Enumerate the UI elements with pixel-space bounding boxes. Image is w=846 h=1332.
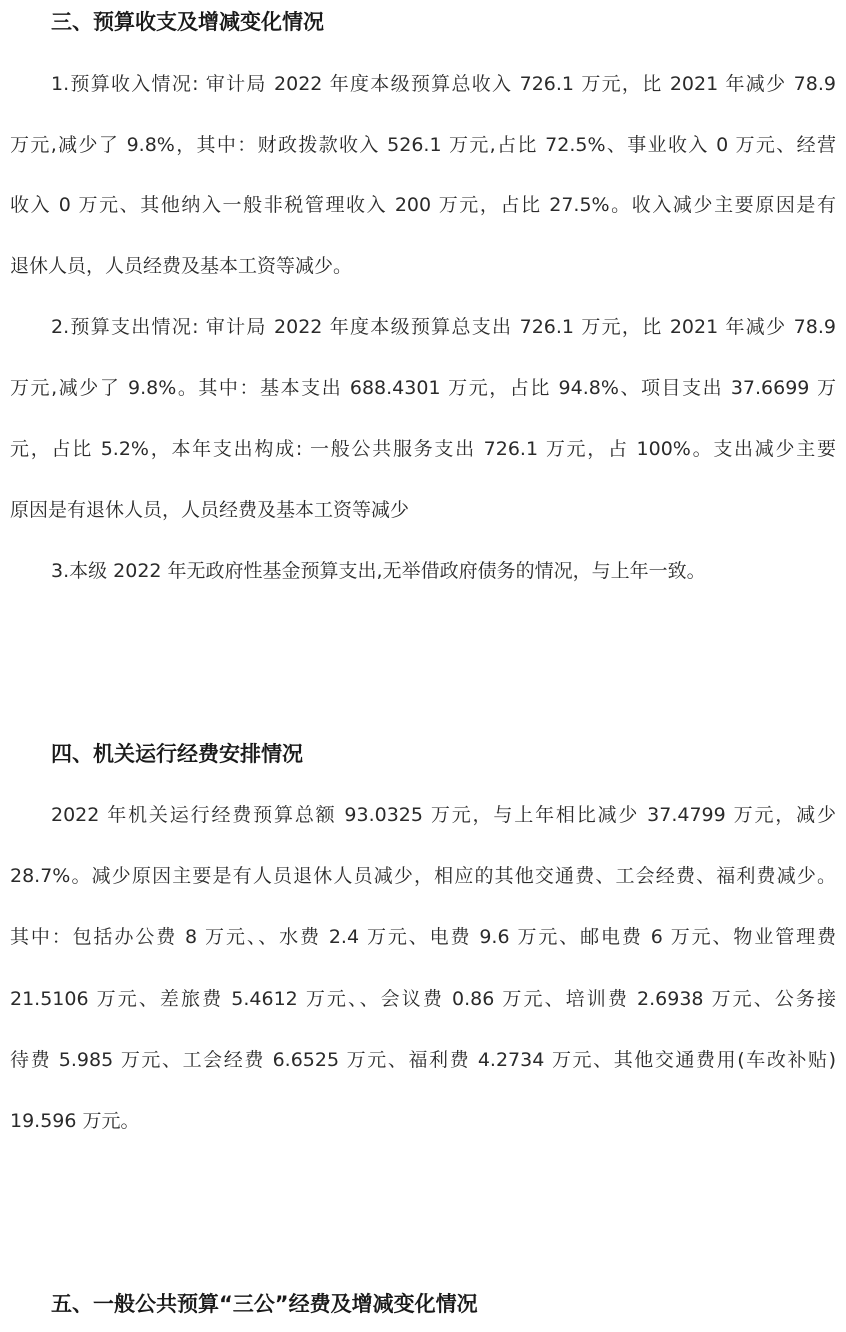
section-heading-three-public-expenses: 五、一般公共预算“三公”经费及增减变化情况: [51, 1292, 478, 1316]
paragraph-line: 3.本级 2022 年无政府性基金预算支出,无举借政府债务的情况，与上年一致。: [51, 560, 706, 582]
paragraph-line: 元，占比 5.2%，本年支出构成: 一般公共服务支出 726.1 万元，占 100%。支出减少主要: [10, 438, 836, 460]
paragraph-line: 待费 5.985 万元、工会经费 6.6525 万元、福利费 4.2734 万元、其他交通费用(车改补贴): [10, 1049, 836, 1071]
paragraph-line: 收入 0 万元、其他纳入一般非税管理收入 200 万元，占比 27.5%。收入减少主要原因是有: [10, 194, 836, 216]
section-heading-operating-expenses: 四、机关运行经费安排情况: [51, 742, 303, 766]
paragraph-line: 19.596 万元。: [10, 1110, 140, 1132]
paragraph-line: 1.预算收入情况: 审计局 2022 年度本级预算总收入 726.1 万元，比 2021 年减少 78.9: [51, 73, 836, 95]
section-heading-budget-changes: 三、预算收支及增减变化情况: [51, 10, 324, 34]
paragraph-line: 28.7%。减少原因主要是有人员退休人员减少，相应的其他交通费、工会经费、福利费减少。: [10, 865, 836, 887]
paragraph-line: 21.5106 万元、差旅费 5.4612 万元、、会议费 0.86 万元、培训费 2.6938 万元、公务接: [10, 988, 836, 1010]
paragraph-line: 原因是有退休人员，人员经费及基本工资等减少: [10, 499, 410, 521]
paragraph-line: 2022 年机关运行经费预算总额 93.0325 万元，与上年相比减少 37.4799 万元，减少: [51, 804, 836, 826]
paragraph-line: 退休人员，人员经费及基本工资等减少。: [10, 255, 353, 277]
paragraph-line: 其中：包括办公费 8 万元、、水费 2.4 万元、电费 9.6 万元、邮电费 6 万元、物业管理费: [10, 926, 836, 948]
paragraph-line: 2.预算支出情况: 审计局 2022 年度本级预算总支出 726.1 万元，比 2021 年减少 78.9: [51, 316, 836, 338]
paragraph-line: 万元,减少了 9.8%。其中：基本支出 688.4301 万元，占比 94.8%、项目支出 37.6699 万: [10, 377, 836, 399]
paragraph-line: 万元,减少了 9.8%，其中：财政拨款收入 526.1 万元,占比 72.5%、事业收入 0 万元、经营: [10, 134, 836, 156]
